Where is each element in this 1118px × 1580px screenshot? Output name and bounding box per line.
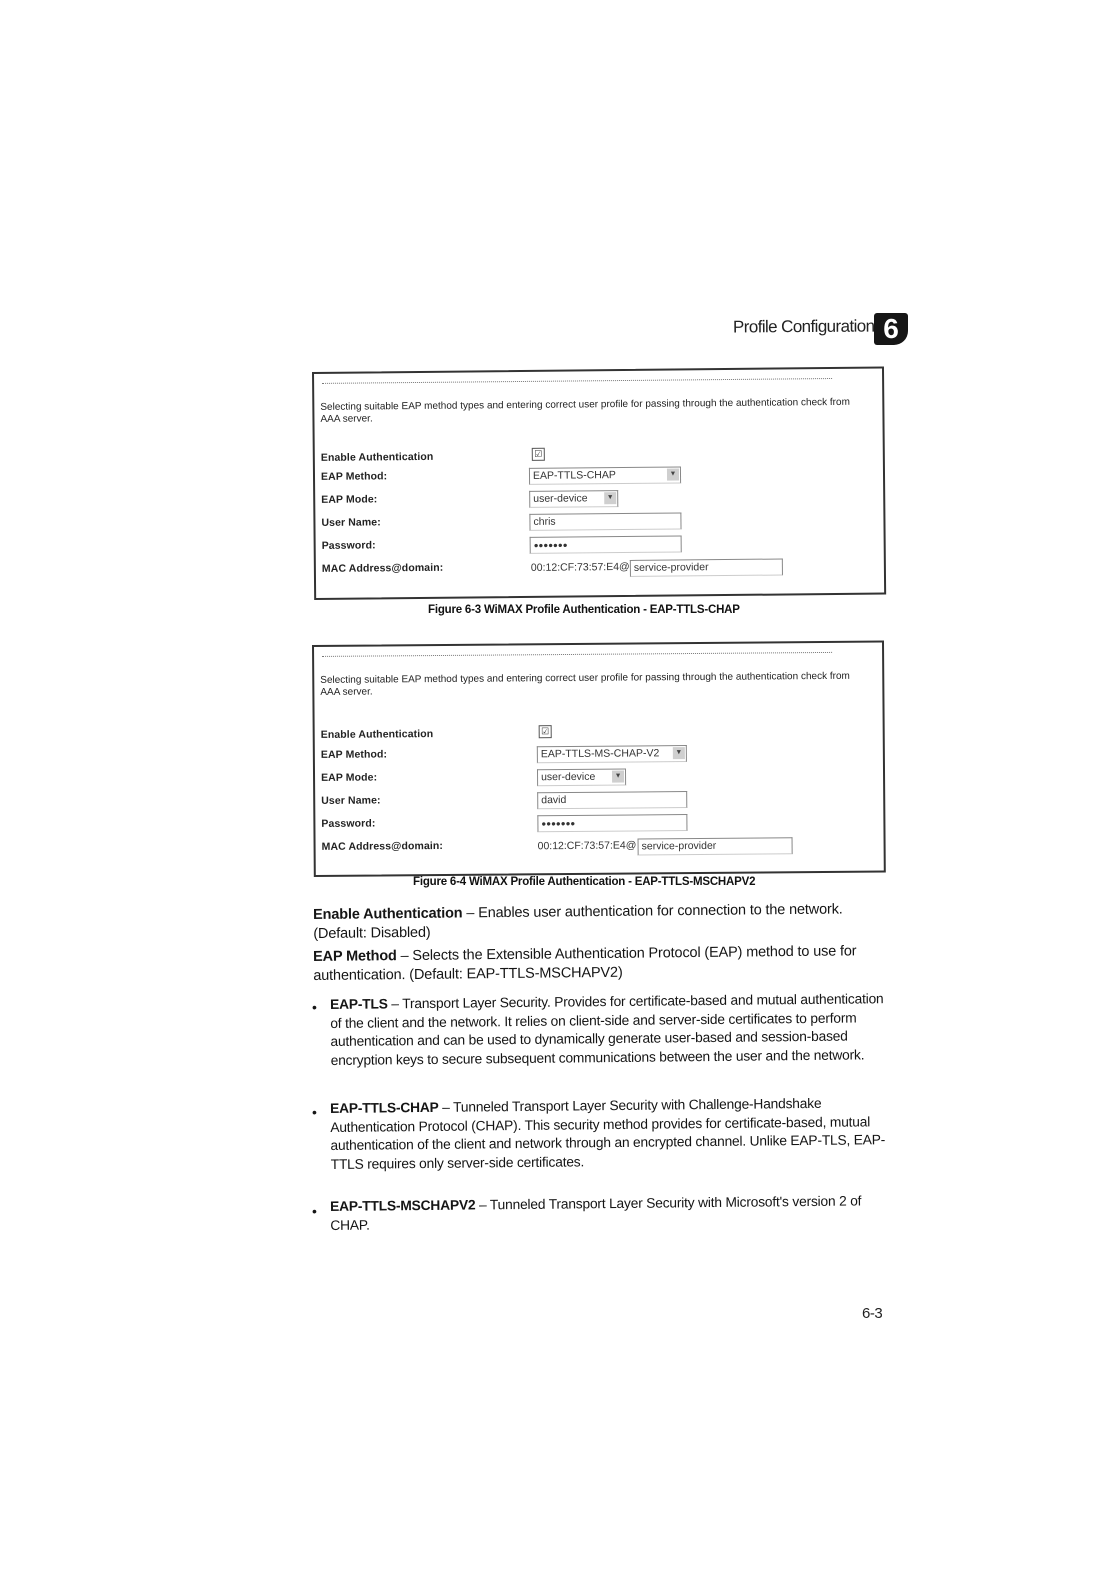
enable-authentication-label: Enable Authentication <box>320 728 434 741</box>
eap-mode-select[interactable] <box>537 769 626 787</box>
eap-method-label: EAP Method: <box>320 748 388 761</box>
intro-text: Selecting suitable EAP method types and entering correct user profile for passing through the authentication check from AAA server. <box>320 396 850 425</box>
enable-authentication-checkbox[interactable]: ☑ <box>532 448 545 461</box>
page-number: 6-3 <box>862 1305 883 1322</box>
eap-mode-label: EAP Mode: <box>321 493 378 506</box>
bullet-marker: • <box>312 1203 317 1219</box>
chevron-down-icon: ▼ <box>667 468 679 480</box>
user-name-input[interactable]: david <box>537 791 687 809</box>
figure-6-4-screenshot <box>312 641 886 877</box>
mac-address-value: 00:12:CF:73:57:E4@ <box>530 560 630 574</box>
eap-ttls-mschapv2-term: EAP-TTLS-MSCHAPV2 <box>330 1197 476 1214</box>
password-label: Password: <box>321 539 376 552</box>
figure-6-4-caption: Figure 6-4 WiMAX Profile Authentication - EAP-TTLS-MSCHAPV2 <box>413 876 756 888</box>
chapter-number-badge: 6 <box>874 313 908 345</box>
eap-ttls-mschapv2-description: – Tunneled Transport Layer Security with Microsoft's version 2 of CHAP. <box>330 1193 862 1233</box>
mac-address-label: MAC Address@domain: <box>321 839 444 853</box>
eap-method-label: EAP Method: <box>320 470 388 483</box>
enable-authentication-paragraph <box>313 900 893 944</box>
eap-method-value: EAP-TTLS-MS-CHAP-V2 <box>540 747 660 761</box>
eap-method-paragraph <box>313 942 893 986</box>
chevron-down-icon: ▼ <box>673 747 685 759</box>
eap-method-term: EAP Method <box>313 948 397 965</box>
bullet-marker: • <box>312 999 317 1015</box>
eap-mode-select[interactable] <box>529 490 618 508</box>
eap-method-select[interactable] <box>529 466 681 484</box>
enable-authentication-checkbox[interactable]: ☑ <box>539 725 552 738</box>
intro-text: Selecting suitable EAP method types and entering correct user profile for passing through the authentication check from AAA server. <box>320 670 850 698</box>
eap-method-description: – Selects the Extensible Authentication Protocol (EAP) method to use for authentication. (Default: EAP-TTLS-MSCHAPV2) <box>313 943 857 984</box>
password-label: Password: <box>321 817 376 830</box>
user-name-label: User Name: <box>321 516 381 529</box>
eap-ttls-chap-bullet <box>330 1094 891 1174</box>
enable-authentication-label: Enable Authentication <box>320 450 434 464</box>
user-name-input[interactable]: chris <box>529 512 681 530</box>
eap-mode-label: EAP Mode: <box>320 771 378 784</box>
divider <box>322 652 832 657</box>
chevron-down-icon: ▼ <box>612 771 624 783</box>
figure-6-3-caption: Figure 6-3 WiMAX Profile Authentication - EAP-TTLS-CHAP <box>428 604 740 616</box>
domain-input[interactable]: service-provider <box>638 837 793 855</box>
chevron-down-icon: ▼ <box>604 492 616 504</box>
user-name-label: User Name: <box>321 794 381 807</box>
eap-tls-term: EAP-TLS <box>330 996 388 1012</box>
mac-address-value: 00:12:CF:73:57:E4@ <box>537 839 637 853</box>
bullet-marker: • <box>312 1104 317 1120</box>
domain-input[interactable]: service-provider <box>630 558 783 576</box>
enable-authentication-term: Enable Authentication <box>313 905 463 923</box>
eap-tls-description: – Transport Layer Security. Provides for certificate-based and mutual authentication of the client and the network. It relies on client-side and server-side certificates to perform authentication and can be used to dynamically generate user-based and session-based encryption keys to secure subsequent communications between the user and the network. <box>330 991 884 1068</box>
page-header-title: Profile Configuration <box>732 316 875 337</box>
password-input[interactable]: ●●●●●●● <box>537 814 687 832</box>
eap-tls-bullet <box>330 990 891 1070</box>
figure-6-3-screenshot <box>312 367 886 600</box>
eap-method-value: EAP-TTLS-CHAP <box>532 469 616 482</box>
eap-mode-value: user-device <box>533 492 588 505</box>
eap-ttls-chap-term: EAP-TTLS-CHAP <box>330 1099 439 1116</box>
eap-method-select[interactable] <box>537 745 687 763</box>
divider <box>322 378 832 384</box>
password-input[interactable]: ●●●●●●● <box>530 535 682 553</box>
mac-address-label: MAC Address@domain: <box>321 561 444 575</box>
eap-ttls-mschapv2-bullet <box>330 1192 890 1235</box>
eap-ttls-chap-description: – Tunneled Transport Layer Security with Challenge-Handshake Authentication Protocol (CHAP). This security method provides for certificate-based, mutual authentication of the client and network through an encrypted channel. Unlike EAP-TLS, EAP-TTLS requires only server-side certificates. <box>330 1095 886 1172</box>
eap-mode-value: user-device <box>540 770 596 784</box>
enable-authentication-description: – Enables user authentication for connection to the network. (Default: Disabled) <box>313 901 843 942</box>
